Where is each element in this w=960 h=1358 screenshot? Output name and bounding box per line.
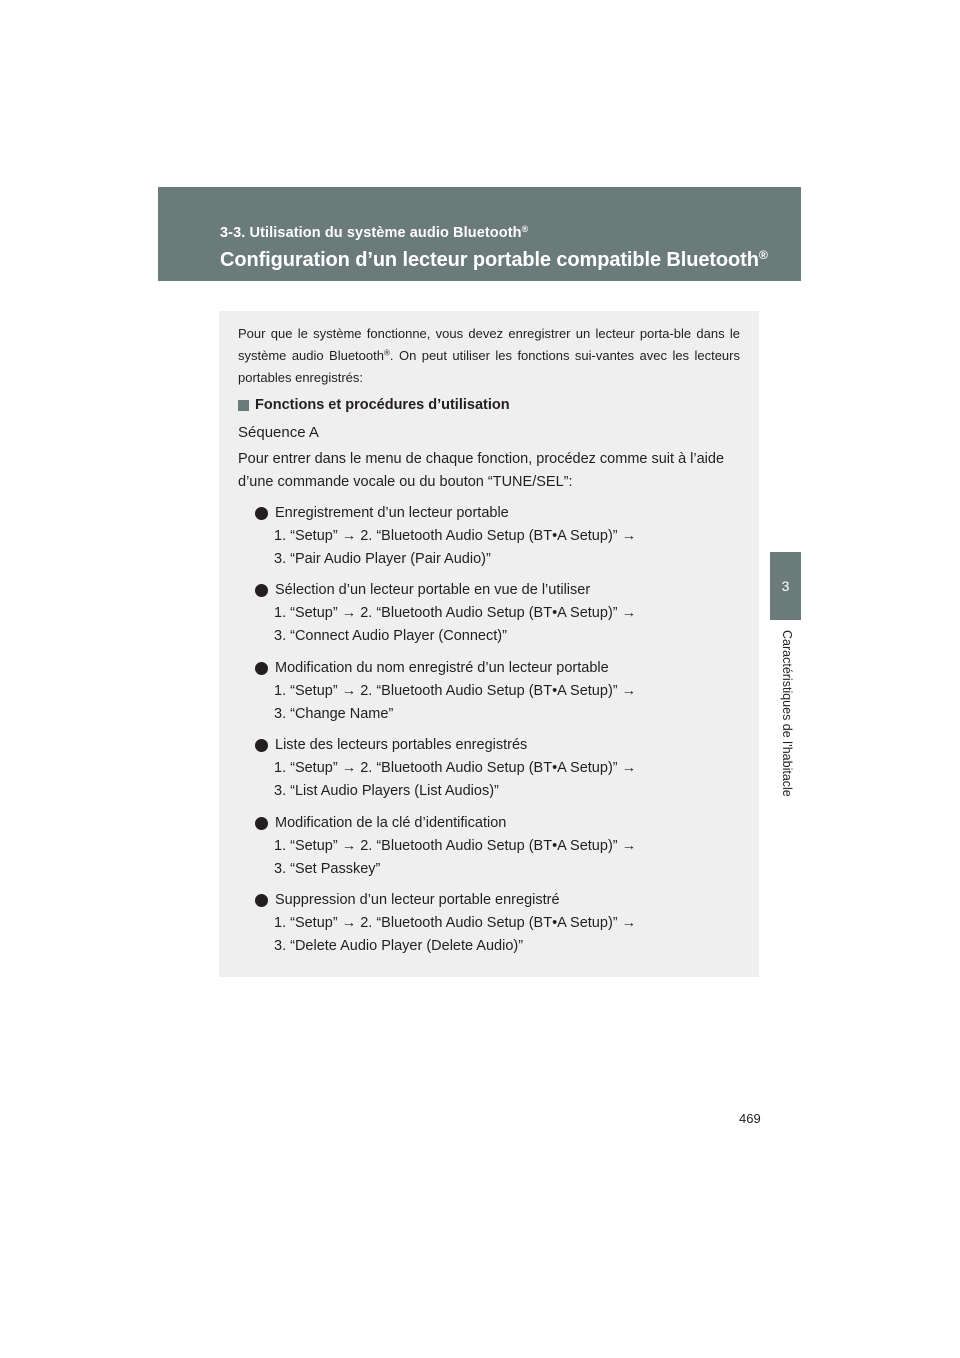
- item-path-line2: 3. “Set Passkey”: [274, 861, 381, 877]
- square-bullet-icon: [238, 400, 249, 411]
- item-title: Enregistrement d’un lecteur portable: [275, 505, 509, 521]
- subheading: [238, 397, 510, 413]
- intro-text-start: Pour que le système fonctionne, vous devez enregistrer un lecteur porta-ble dans le système audio Bluetooth: [238, 326, 740, 363]
- intro-text-end: . On peut utiliser les fonctions sui-vantes avec les lecteurs portables enregistrés:: [238, 348, 740, 385]
- subheading-text: Fonctions et procédures d’utilisation: [255, 397, 510, 413]
- item-path-line1: 1. “Setup” → 2. “Bluetooth Audio Setup (BT•A Setup)” →: [274, 683, 637, 699]
- registered-mark: ®: [758, 248, 768, 263]
- list-item: [255, 579, 735, 648]
- item-path-line1: 1. “Setup” → 2. “Bluetooth Audio Setup (BT•A Setup)” →: [274, 838, 637, 854]
- item-path-line1: 1. “Setup” → 2. “Bluetooth Audio Setup (BT•A Setup)” →: [274, 605, 637, 621]
- item-path-line2: 3. “Change Name”: [274, 706, 394, 722]
- page-title-text: Configuration d’un lecteur portable compatible Bluetooth: [220, 249, 759, 271]
- item-title: Modification du nom enregistré d’un lecteur portable: [275, 660, 609, 676]
- round-bullet-icon: [255, 507, 268, 520]
- chapter-tab: [770, 552, 801, 620]
- item-path-line2: 3. “Delete Audio Player (Delete Audio)”: [274, 938, 524, 954]
- list-item: [255, 812, 735, 881]
- item-title: Suppression d’un lecteur portable enregistré: [275, 892, 560, 908]
- registered-mark: ®: [521, 224, 529, 235]
- chapter-title: Caractéristiques de l’habitacle: [780, 630, 794, 797]
- intro-paragraph: [238, 323, 740, 389]
- page-number: 469: [739, 1111, 761, 1126]
- list-item: [255, 889, 735, 958]
- list-item: [255, 657, 735, 726]
- item-title: Liste des lecteurs portables enregistrés: [275, 737, 528, 753]
- item-path-line1: 1. “Setup” → 2. “Bluetooth Audio Setup (BT•A Setup)” →: [274, 528, 637, 544]
- chapter-number: 3: [781, 578, 790, 594]
- item-path-line1: 1. “Setup” → 2. “Bluetooth Audio Setup (BT•A Setup)” →: [274, 760, 637, 776]
- round-bullet-icon: [255, 662, 268, 675]
- list-item: [255, 734, 735, 803]
- section-label-text: 3-3. Utilisation du système audio Bluetooth: [220, 225, 522, 241]
- item-path-line2: 3. “List Audio Players (List Audios)”: [274, 783, 499, 799]
- round-bullet-icon: [255, 739, 268, 752]
- item-title: Modification de la clé d’identification: [275, 815, 507, 831]
- item-title: Sélection d’un lecteur portable en vue de l’utiliser: [275, 582, 591, 598]
- sequence-label: Séquence A: [238, 424, 319, 441]
- content-box: [219, 311, 759, 977]
- instruction-text: Pour entrer dans le menu de chaque fonction, procédez comme suit à l’aide d’une commande vocale ou du bouton “TUNE/SEL”:: [238, 451, 725, 490]
- header-band: [158, 187, 801, 281]
- round-bullet-icon: [255, 817, 268, 830]
- item-path-line2: 3. “Pair Audio Player (Pair Audio)”: [274, 551, 491, 567]
- item-path-line2: 3. “Connect Audio Player (Connect)”: [274, 628, 507, 644]
- item-path-line1: 1. “Setup” → 2. “Bluetooth Audio Setup (BT•A Setup)” →: [274, 915, 637, 931]
- list-item: [255, 502, 735, 571]
- round-bullet-icon: [255, 894, 268, 907]
- round-bullet-icon: [255, 584, 268, 597]
- registered-mark: ®: [383, 348, 390, 358]
- section-label: [220, 225, 528, 241]
- page-title: [220, 249, 768, 272]
